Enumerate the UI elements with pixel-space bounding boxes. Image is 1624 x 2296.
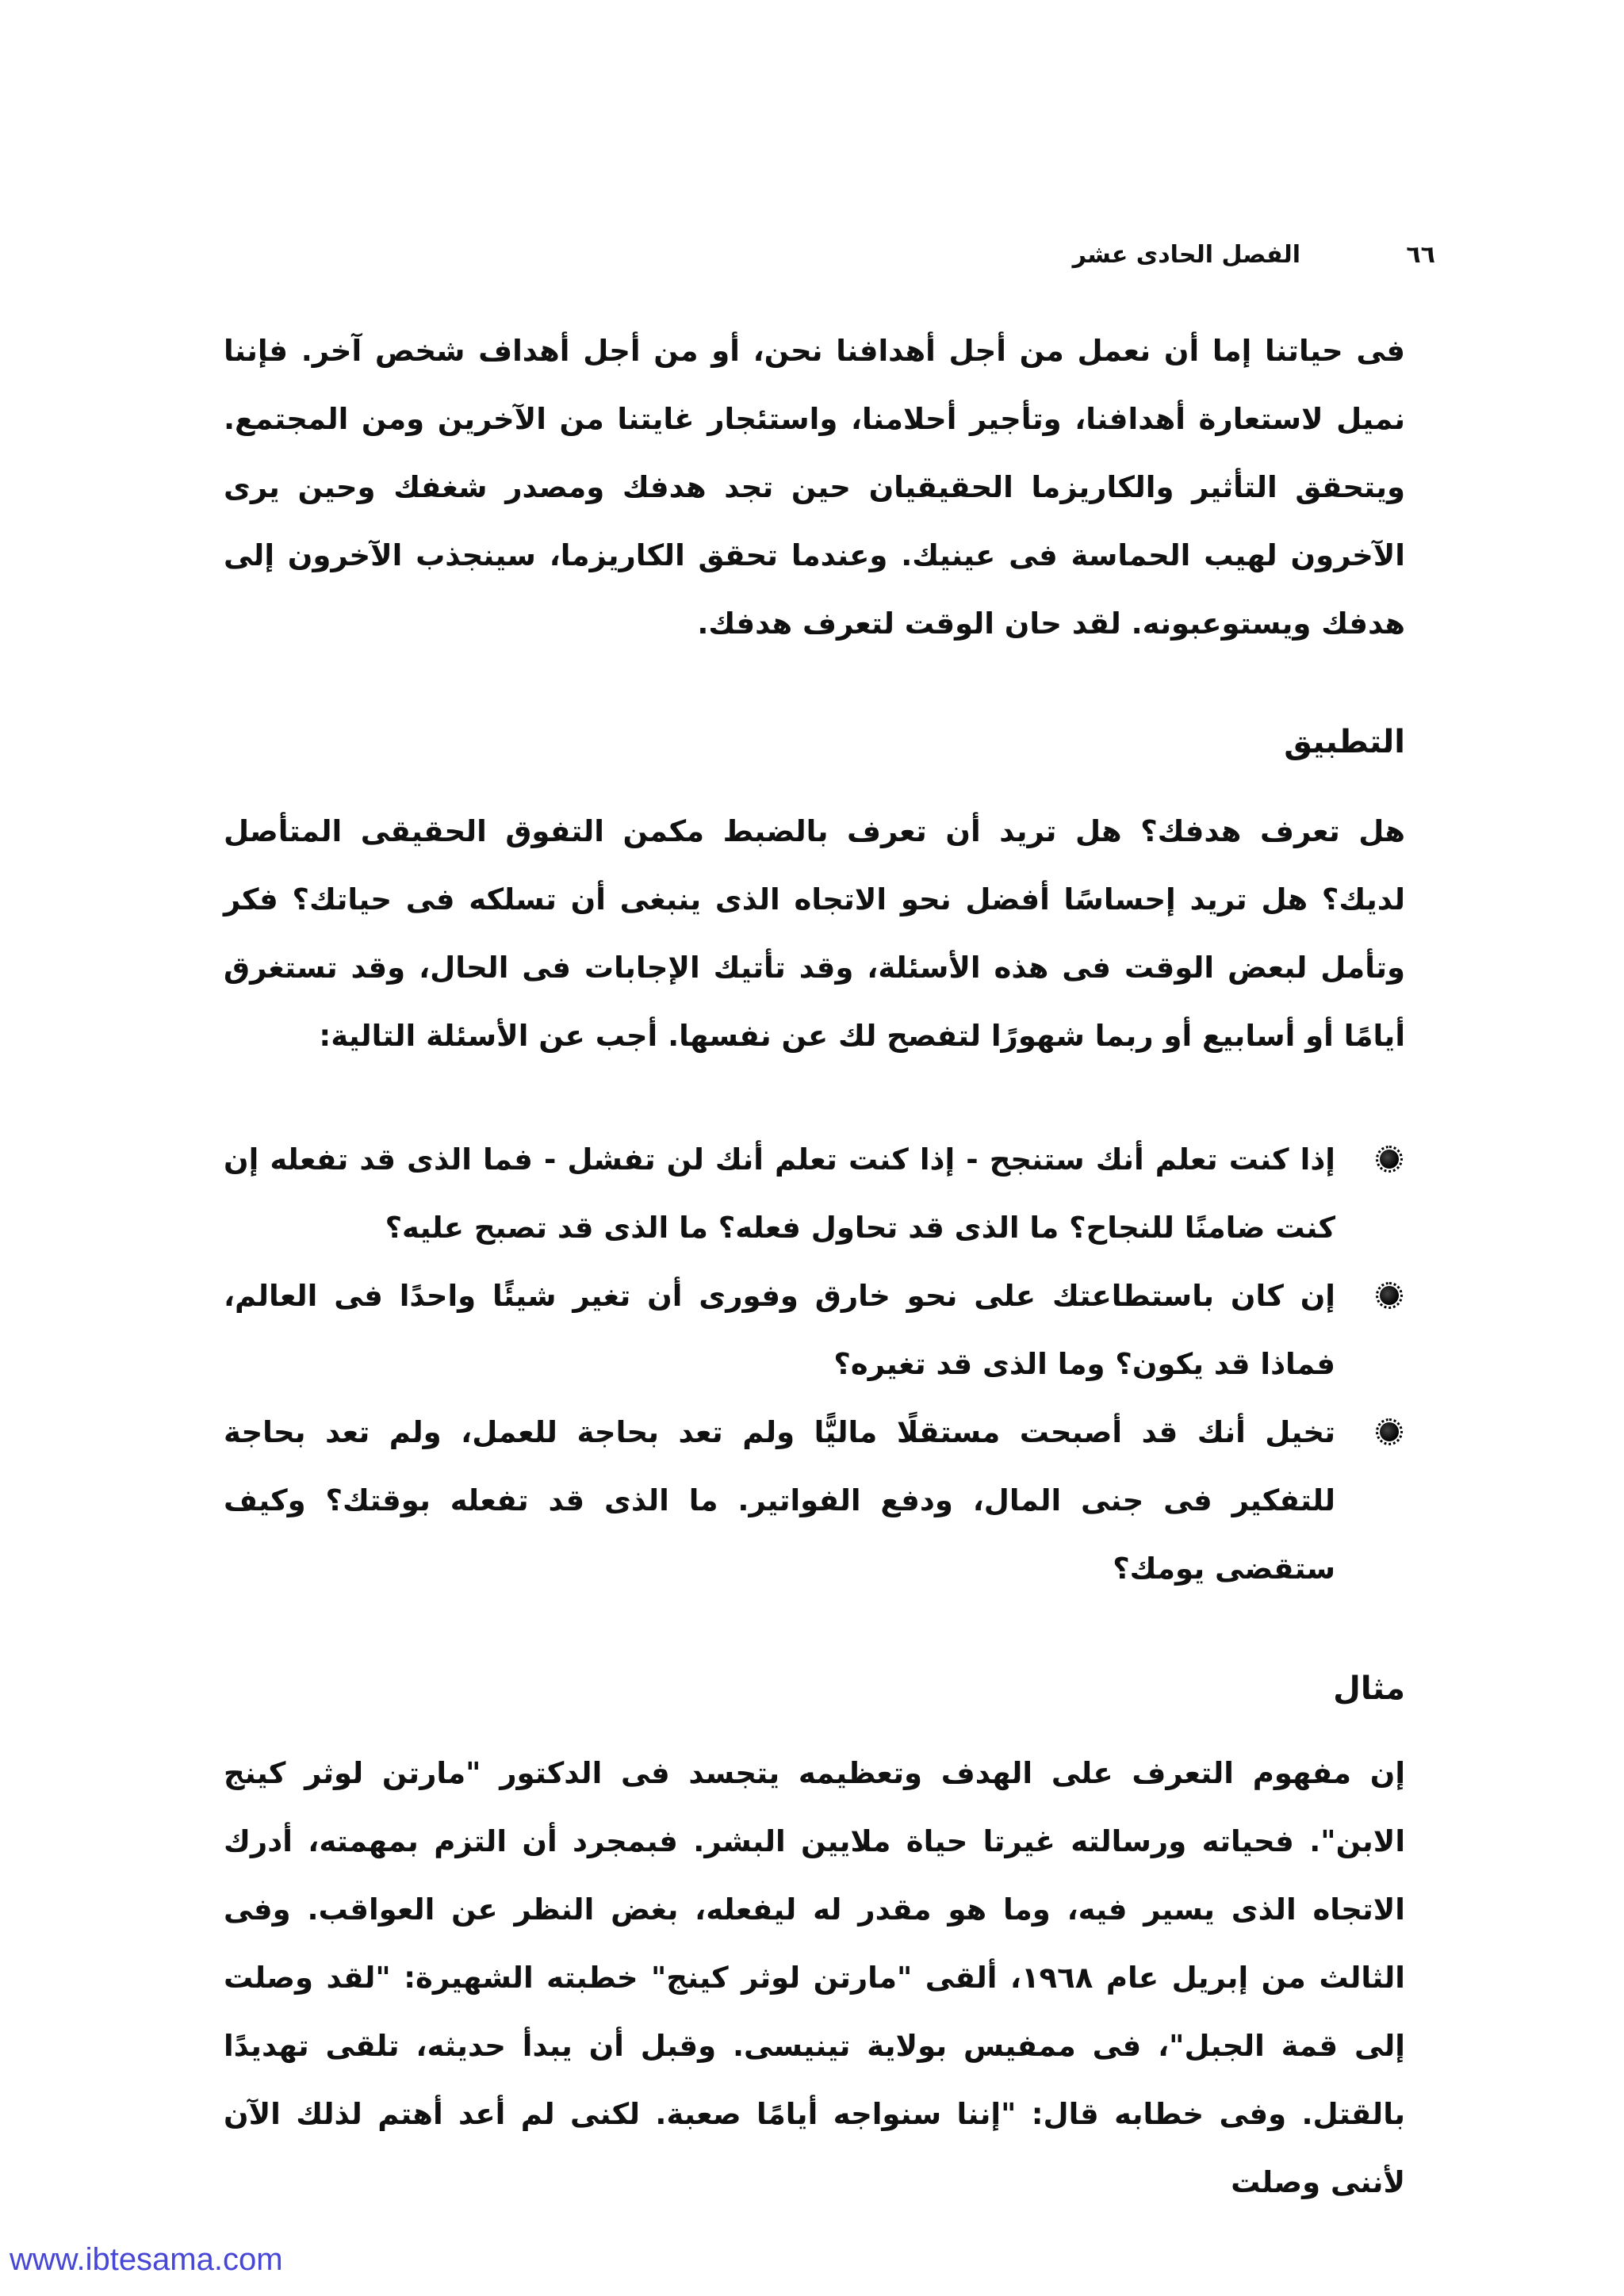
intro-paragraph: فى حياتنا إما أن نعمل من أجل أهدافنا نحن، أو من أجل أهداف شخص آخر. فإننا نميل لاستعارة أهدافنا، وتأجير أحلامنا، واستئجار غايتنا من الآخرين ومن المجتمع. ويتحقق التأثير والكاريزما الحقيقيان حين تجد هدفك ومصدر شغفك وحين يرى الآخرون لهيب الحماسة فى عينيك. وعندما تحقق الكاريزما، سينجذب الآخرون إلى هدفك ويستوعبونه. لقد حان الوقت لتعرف هدفك.: [224, 334, 1405, 641]
bullet-icon: [1380, 1286, 1399, 1305]
example-paragraph: إن مفهوم التعرف على الهدف وتعظيمه يتجسد فى الدكتور "مارتن لوثر كينج الابن". فحياته ورسالته غيرتا حياة ملايين البشر. فبمجرد أن التزم بمهمته، أدرك الاتجاه الذى يسير فيه، وما هو مقدر له ليفعله، بغض النظر عن العواقب. وفى الثالث من إبريل عام ١٩٦٨، ألقى "مارتن لوثر كينج" خطبته الشهيرة: "لقد وصلت إلى قمة الجبل"، فى ممفيس بولاية تينيسى. وقبل أن يبدأ حديثه، تلقى تهديدًا بالقتل. وفى خطابه قال: "إننا سنواجه أيامًا صعبة. لكنى لم أعد أهتم لذلك الآن لأننى وصلت: [224, 1756, 1405, 2199]
question-list: [224, 1126, 1405, 1603]
page-number: ٦٦: [1406, 241, 1435, 269]
list-item-text: إن كان باستطاعتك على نحو خارق وفورى أن تغير شيئًا واحدًا فى العالم، فماذا قد يكون؟ وما الذى قد تغيره؟: [224, 1279, 1335, 1381]
section-heading-example: مثال: [1333, 1670, 1405, 1707]
page-body: [224, 317, 1405, 2217]
list-item: [224, 1262, 1405, 1399]
list-item: [224, 1126, 1405, 1262]
list-item: [224, 1399, 1405, 1603]
watermark-url: www.ibtesama.com: [10, 2242, 283, 2277]
section-heading-application: التطبيق: [1284, 724, 1405, 760]
list-item-text: إذا كنت تعلم أنك ستنجح - إذا كنت تعلم أنك لن تفشل - فما الذى قد تفعله إن كنت ضامنًا للنجاح؟ ما الذى قد تحاول فعله؟ ما الذى قد تصبح عليه؟: [224, 1142, 1335, 1245]
running-header: [1055, 232, 1435, 279]
chapter-title: الفصل الحادى عشر: [1072, 241, 1300, 269]
bullet-icon: [1380, 1422, 1399, 1441]
bullet-icon: [1380, 1150, 1399, 1169]
list-item-text: تخيل أنك قد أصبحت مستقلًا ماليًّا ولم تعد بحاجة للعمل، ولم تعد بحاجة للتفكير فى جنى المال، ودفع الفواتير. ما الذى قد تفعله بوقتك؟ وكيف ستقضى يومك؟: [224, 1415, 1335, 1586]
application-paragraph: هل تعرف هدفك؟ هل تريد أن تعرف بالضبط مكمن التفوق الحقيقى المتأصل لديك؟ هل تريد إحساسًا أفضل نحو الاتجاه الذى ينبغى أن تسلكه فى حياتك؟ فكر وتأمل لبعض الوقت فى هذه الأسئلة، وقد تأتيك الإجابات فى الحال، وقد تستغرق أيامًا أو أسابيع أو ربما شهورًا لتفصح لك عن نفسها. أجب عن الأسئلة التالية:: [224, 814, 1405, 1053]
